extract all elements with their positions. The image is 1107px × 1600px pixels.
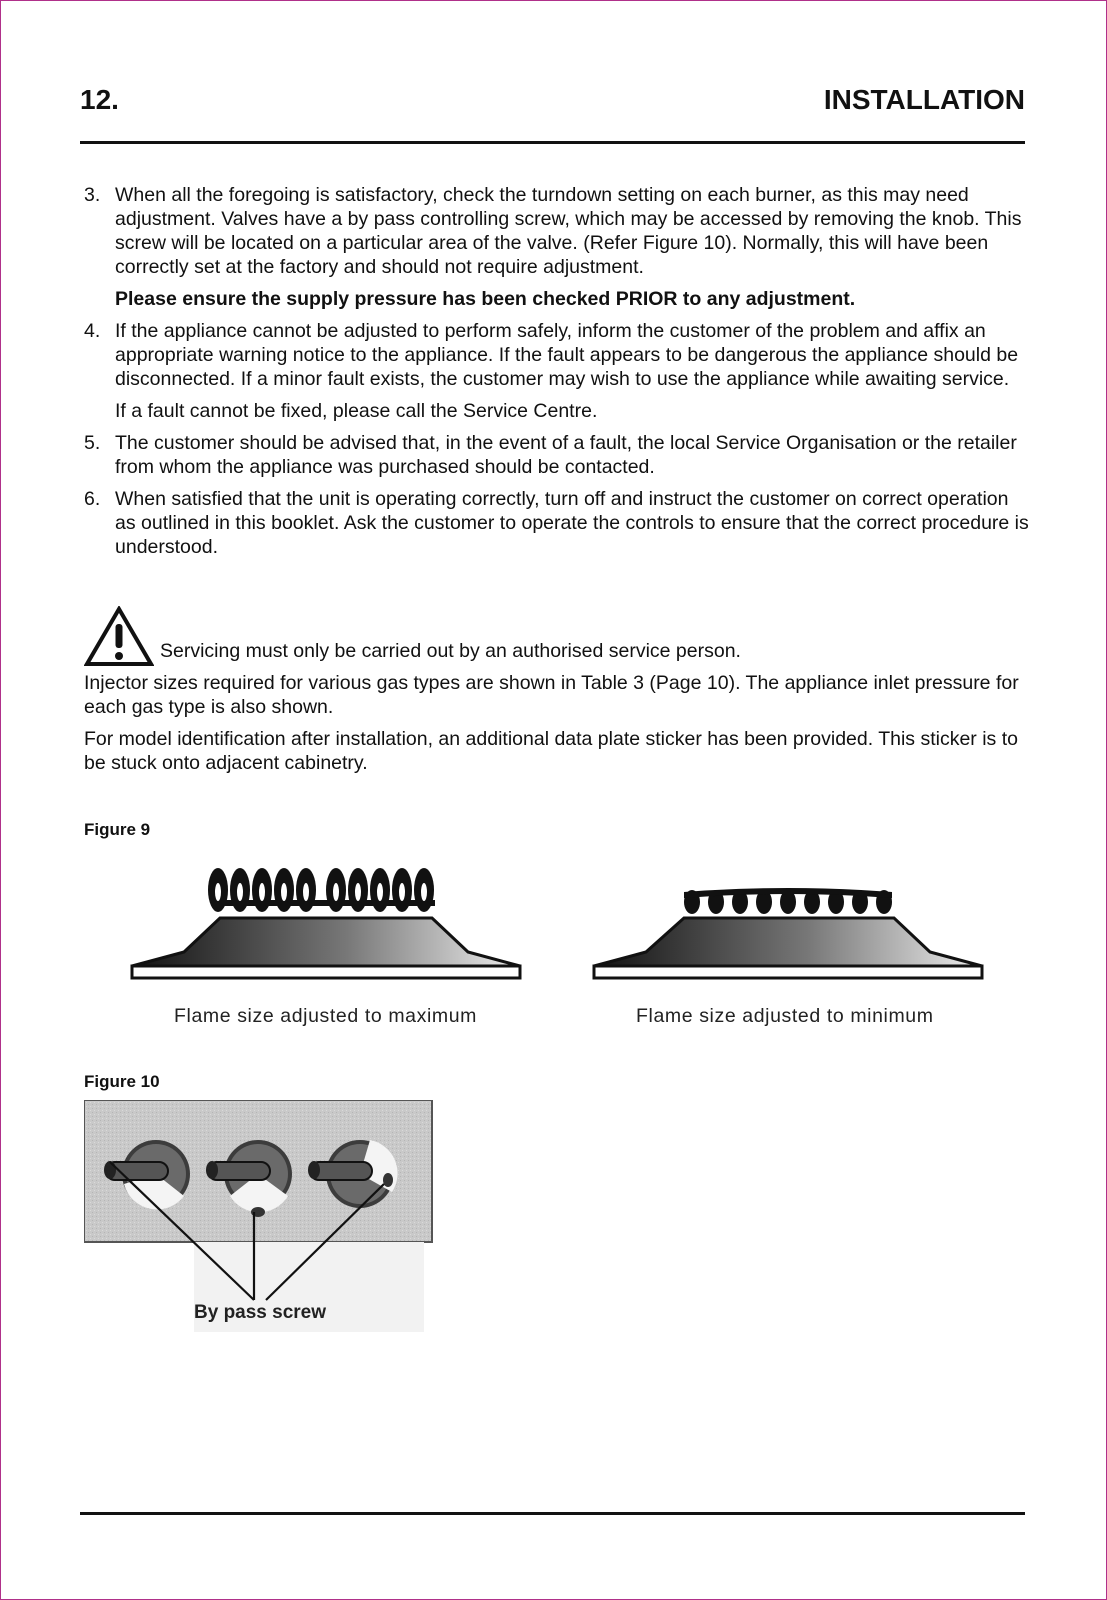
injector-paragraph: Injector sizes required for various gas types are shown in Table 3 (Page 10). The appliance inlet pressure for each gas type is also shown. bbox=[84, 672, 1019, 718]
item-text: When satisfied that the unit is operating correctly, turn off and instruct the customer on correct operation as outlined in this booklet. Ask the customer to operate the controls to ensure that the correct procedure is understood. bbox=[115, 488, 1029, 558]
burner-max-flame bbox=[130, 862, 522, 982]
list-item bbox=[84, 183, 1029, 279]
item-text: When all the foregoing is satisfactory, check the turndown setting on each burner, as this may need adjustment. Valves have a by pass controlling screw, which may be accessed by removing the knob. This screw will be located on a particular area of the valve. (Refer Figure 10). Normally, this will have been correctly set at the factory and should not require adjustment. bbox=[115, 184, 1022, 278]
warning-text: Servicing must only be carried out by an authorised service person. bbox=[160, 640, 741, 662]
caption-max-flame: Flame size adjusted to maximum bbox=[174, 1005, 478, 1027]
data-plate-paragraph: For model identification after installation, an additional data plate sticker has been provided. This sticker is to be stuck onto adjacent cabinetry. bbox=[84, 728, 1018, 774]
section-title: INSTALLATION bbox=[823, 84, 1025, 115]
service-centre-note: If a fault cannot be fixed, please call the Service Centre. bbox=[115, 400, 598, 422]
warning-triangle-icon bbox=[84, 606, 154, 666]
service-warning bbox=[84, 606, 1029, 666]
figure-10-label: Figure 10 bbox=[84, 1072, 160, 1091]
burner-min-flame bbox=[592, 862, 984, 982]
pressure-note: Please ensure the supply pressure has been checked PRIOR to any adjustment. bbox=[115, 288, 856, 310]
item-number: 5. bbox=[84, 432, 101, 454]
caption-min-flame: Flame size adjusted to minimum bbox=[636, 1005, 934, 1027]
item-text: The customer should be advised that, in the event of a fault, the local Service Organisation or the retailer from whom the appliance was purchased should be contacted. bbox=[115, 432, 1017, 478]
item-text: If the appliance cannot be adjusted to perform safely, inform the customer of the problem and affix an appropriate warning notice to the appliance. If the fault appears to be dangerous the appliance should be disconnected. If a minor fault exists, the customer may wish to use the appliance while awaiting service. bbox=[115, 320, 1019, 390]
list-item bbox=[84, 431, 1029, 479]
instruction-list bbox=[84, 183, 1029, 567]
item-number: 3. bbox=[84, 184, 101, 206]
list-item bbox=[84, 487, 1029, 559]
item-number: 4. bbox=[84, 320, 101, 342]
list-item bbox=[84, 319, 1029, 391]
footer-rule bbox=[80, 1512, 1025, 1515]
page-number: 12. bbox=[80, 84, 119, 115]
item-number: 6. bbox=[84, 488, 101, 510]
bypass-screw-label: By pass screw bbox=[194, 1302, 327, 1323]
figure-9-label: Figure 9 bbox=[84, 820, 151, 839]
valve-diagram bbox=[84, 1100, 434, 1332]
figure-10-illustration bbox=[84, 1100, 434, 1332]
header-rule bbox=[80, 141, 1025, 144]
